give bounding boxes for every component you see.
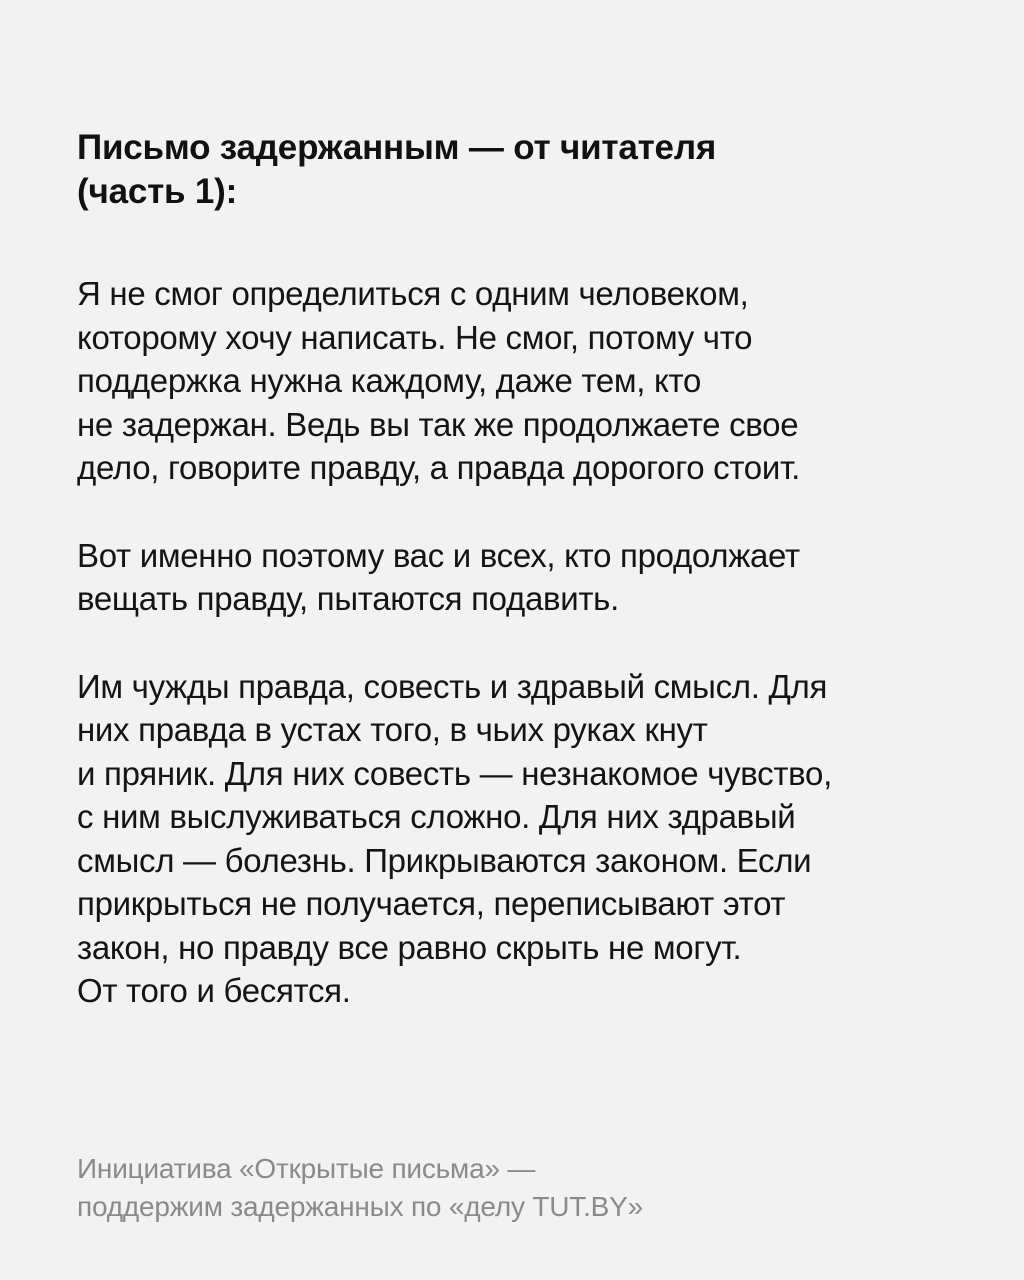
footer-line: Инициатива «Открытые письма» — <box>77 1153 536 1184</box>
text-line: закон, но правду все равно скрыть не могут. <box>77 928 742 966</box>
text-line: поддержка нужна каждому, даже тем, кто <box>77 362 702 399</box>
paragraph-2 <box>77 534 977 621</box>
text-line: Вот именно поэтому вас и всех, кто продолжает <box>77 536 800 574</box>
text-line: не задержан. Ведь вы так же продолжаете свое <box>77 405 799 443</box>
letter-body <box>77 272 977 1013</box>
letter-card <box>77 126 977 1057</box>
paragraph-3 <box>77 665 977 1013</box>
text-line: Им чужды правда, совесть и здравый смысл. Для <box>77 667 828 705</box>
text-line: смысл — болезнь. Прикрываются законом. Если <box>77 841 812 879</box>
text-line: них правда в устах того, в чьих руках кнут <box>77 711 708 748</box>
text-line: с ним выслуживаться сложно. Для них здравый <box>77 798 796 835</box>
text-line: и пряник. Для них совесть — незнакомое чувство, <box>77 754 832 792</box>
text-line: дело, говорите правду, а правда дорогого стоит. <box>77 449 800 486</box>
title-line: Письмо задержанным — от читателя <box>77 128 717 167</box>
text-line: Я не смог определиться с одним человеком, <box>77 275 749 312</box>
text-line: От того и бесятся. <box>77 972 351 1009</box>
text-line: которому хочу написать. Не смог, потому что <box>77 318 753 356</box>
letter-title <box>77 126 977 214</box>
footer-line: поддержим задержанных по «делу TUT.BY» <box>77 1191 643 1222</box>
initiative-footer <box>77 1150 977 1226</box>
paragraph-1 <box>77 272 977 490</box>
text-line: вещать правду, пытаются подавить. <box>77 580 619 617</box>
title-line: (часть 1): <box>77 172 238 211</box>
text-line: прикрыться не получается, переписывают этот <box>77 885 786 922</box>
